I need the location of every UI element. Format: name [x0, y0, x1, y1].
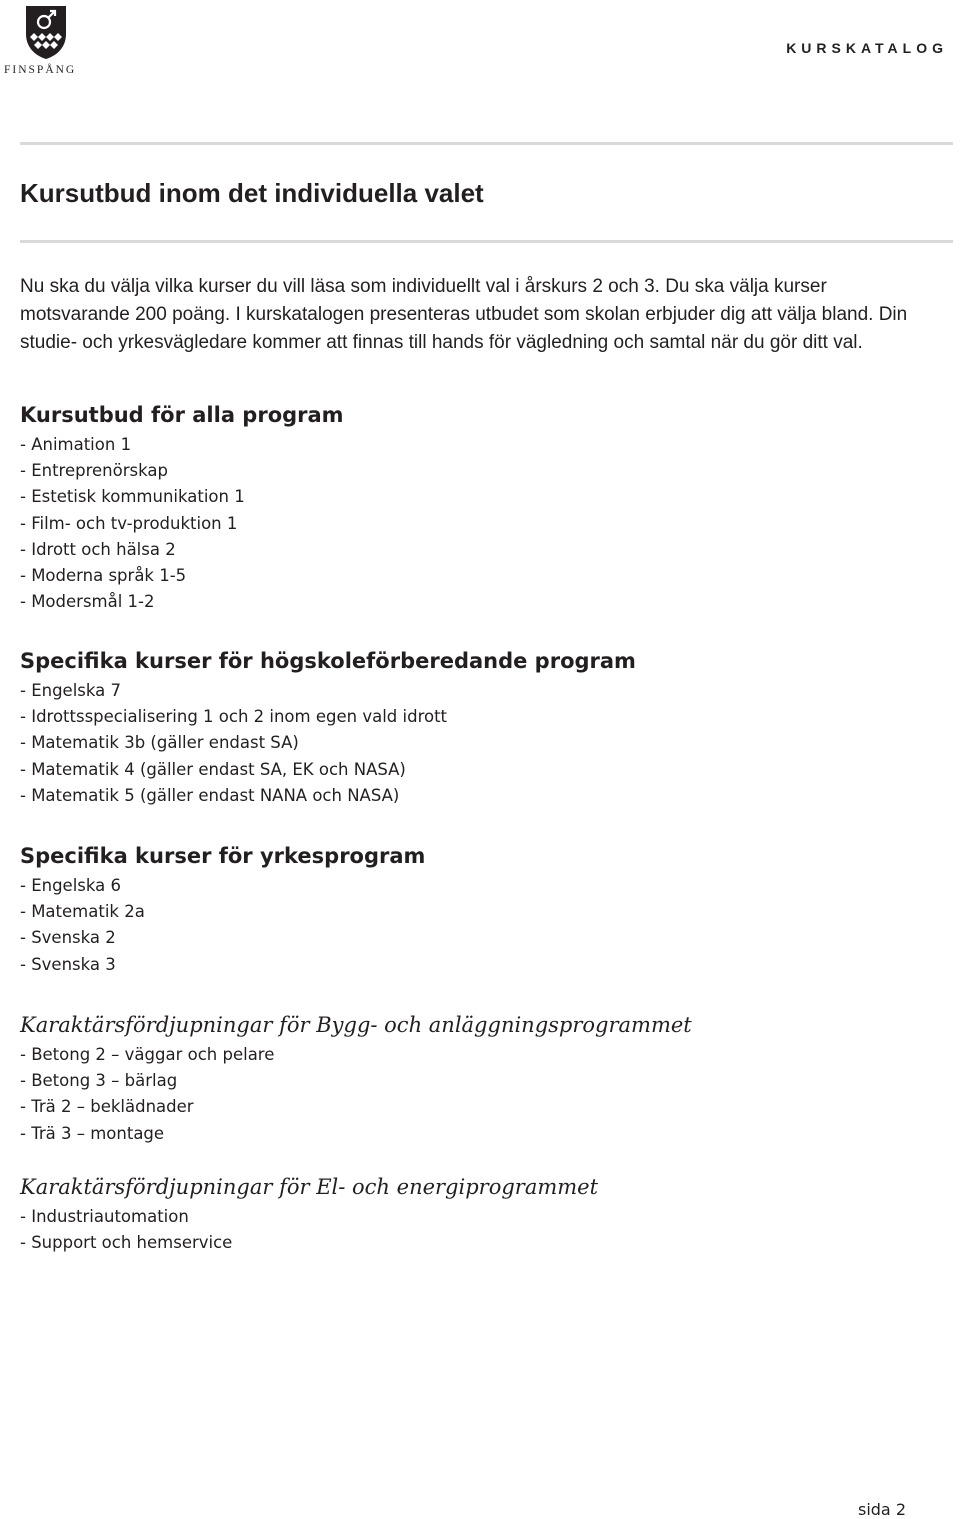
course-item: - Engelska 7 — [20, 681, 122, 700]
course-item: - Betong 2 – väggar och pelare — [20, 1045, 275, 1064]
course-list — [20, 1204, 598, 1256]
section-vocational-programs — [20, 839, 425, 978]
course-item: - Matematik 2a — [20, 902, 145, 922]
course-list — [20, 873, 425, 978]
course-item: - Idrottsspecialisering 1 och 2 inom egen vald idrott — [20, 707, 448, 727]
running-head: KURSKATALOG — [786, 40, 948, 56]
course-list — [20, 678, 636, 809]
title-divider — [20, 240, 953, 243]
course-item: - Entreprenörskap — [20, 461, 168, 481]
course-item: - Animation 1 — [20, 435, 132, 454]
course-item: - Moderna språk 1-5 — [20, 566, 187, 586]
course-item: - Trä 2 – beklädnader — [20, 1097, 194, 1117]
course-item: - Industriautomation — [20, 1207, 189, 1226]
course-item: - Matematik 4 (gäller endast SA, EK och NASA) — [20, 759, 406, 779]
course-list — [20, 1042, 692, 1147]
top-divider — [20, 142, 953, 145]
section-construction-program — [20, 1008, 692, 1147]
page-title: Kursutbud inom det individuella valet — [20, 178, 484, 208]
intro-paragraph: Nu ska du välja vilka kurser du vill läsa som individuellt val i årskurs 2 och 3. Du ska välja kurser motsvarande 200 poäng. I kurskatalogen presenteras utbudet som skolan erbjuder dig att välja bland. Din studie- och yrkesvägledare kommer att finnas till hands för vägledning och samtal när du gör ditt val. — [20, 276, 908, 353]
course-item: - Svenska 3 — [20, 954, 116, 974]
course-item: - Matematik 3b (gäller endast SA) — [20, 733, 299, 753]
section-heading: Specifika kurser för yrkesprogram — [20, 844, 426, 868]
section-electricity-program — [20, 1170, 598, 1256]
course-item: - Modersmål 1-2 — [20, 592, 155, 612]
page-number: sida 2 — [857, 1500, 906, 1519]
course-item: - Support och hemservice — [20, 1233, 233, 1253]
coat-of-arms-icon — [24, 4, 68, 60]
logo-wordmark: FINSPÅNG — [4, 64, 77, 76]
section-heading: Kursutbud för alla program — [20, 403, 344, 427]
course-item: - Estetisk kommunikation 1 — [20, 487, 245, 507]
course-item: - Trä 3 – montage — [20, 1123, 165, 1143]
course-item: - Svenska 2 — [20, 928, 116, 948]
course-list — [20, 432, 344, 615]
section-heading: Specifika kurser för högskoleförberedande program — [20, 649, 636, 673]
course-item: - Idrott och hälsa 2 — [20, 539, 176, 559]
finspang-logo — [4, 4, 88, 80]
course-item: - Engelska 6 — [20, 876, 122, 895]
section-heading: Karaktärsfördjupningar för El- och energiprogrammet — [20, 1175, 599, 1199]
course-item: - Matematik 5 (gäller endast NANA och NASA) — [20, 785, 400, 805]
section-all-programs — [20, 398, 344, 615]
section-heading: Karaktärsfördjupningar för Bygg- och anläggningsprogrammet — [20, 1013, 692, 1037]
course-item: - Film- och tv-produktion 1 — [20, 513, 238, 533]
course-item: - Betong 3 – bärlag — [20, 1071, 178, 1091]
section-higher-education-programs — [20, 644, 636, 809]
